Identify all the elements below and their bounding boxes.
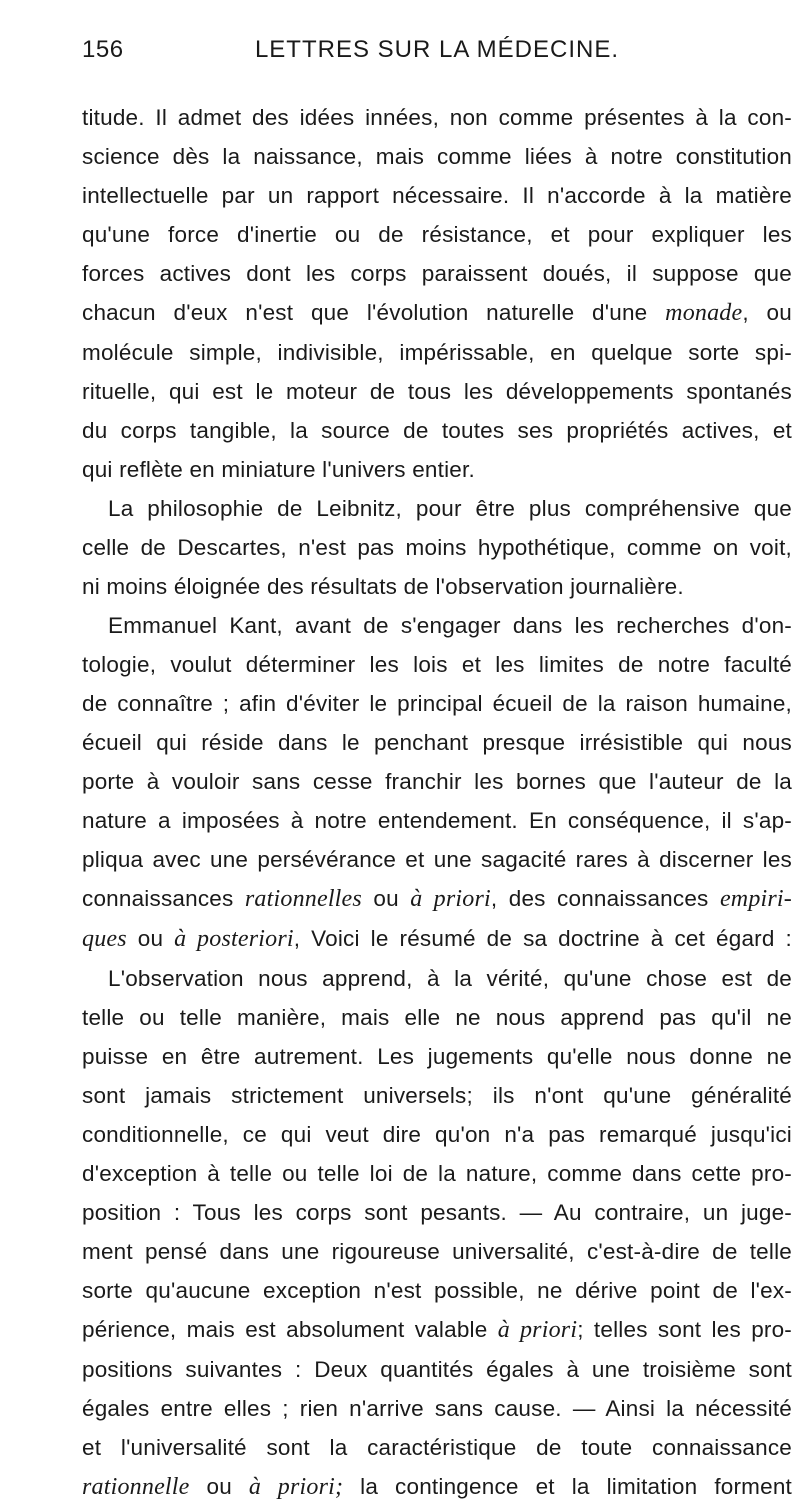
text-run: qui reflète en miniature l'univers entier. bbox=[82, 457, 475, 482]
text-line bbox=[82, 450, 792, 489]
text-run: égales entre elles ; rien n'arrive sans cause. — Ainsi la nécessité bbox=[82, 1396, 792, 1421]
text-line bbox=[82, 723, 792, 762]
text-run: porte à vouloir sans cesse franchir les bornes que l'auteur de la bbox=[82, 769, 792, 794]
text-line bbox=[82, 762, 792, 801]
text-line bbox=[82, 489, 792, 528]
text-line bbox=[82, 1310, 792, 1350]
text-line bbox=[82, 98, 792, 137]
text-line bbox=[82, 606, 792, 645]
text-line bbox=[82, 1350, 792, 1389]
text-run: sont jamais strictement universels; ils n'ont qu'une généralité bbox=[82, 1083, 792, 1108]
text-run: ; telles sont les pro- bbox=[577, 1317, 792, 1342]
text-run: intellectuelle par un rapport nécessaire. Il n'accorde à la matière bbox=[82, 183, 792, 208]
italic-text: à posteriori bbox=[174, 926, 294, 952]
text-line bbox=[82, 1076, 792, 1115]
text-line bbox=[82, 959, 792, 998]
text-line bbox=[82, 919, 792, 959]
text-line bbox=[82, 411, 792, 450]
body-text bbox=[82, 98, 792, 1507]
italic-text: à priori; bbox=[248, 1474, 344, 1500]
text-run: celle de Descartes, n'est pas moins hypothétique, comme on voit, bbox=[82, 535, 792, 560]
text-line bbox=[82, 372, 792, 411]
text-line bbox=[82, 1193, 792, 1232]
italic-text: rationnelles bbox=[244, 886, 362, 912]
text-run: rituelle, qui est le moteur de tous les développements spontanés bbox=[82, 379, 792, 404]
page-header bbox=[82, 36, 792, 76]
text-run: molécule simple, indivisible, impérissable, en quelque sorte spi- bbox=[82, 340, 792, 365]
text-line bbox=[82, 684, 792, 723]
text-run: , ou bbox=[742, 300, 792, 325]
text-run: , des connaissances bbox=[490, 886, 720, 911]
text-run: périence, mais est absolument valable bbox=[82, 1317, 498, 1342]
text-line bbox=[82, 1115, 792, 1154]
text-run: sorte qu'aucune exception n'est possible, ne dérive point de l'ex- bbox=[82, 1278, 792, 1303]
text-line bbox=[82, 801, 792, 840]
text-line bbox=[82, 528, 792, 567]
page-number: 156 bbox=[82, 36, 124, 63]
text-run: de connaître ; afin d'éviter le principal écueil de la raison humaine, bbox=[82, 691, 792, 716]
text-run: puisse en être autrement. Les jugements qu'elle nous donne ne bbox=[82, 1044, 792, 1069]
text-run: et l'universalité sont la caractéristique de toute connaissance bbox=[82, 1435, 792, 1460]
text-run: connaissances bbox=[82, 886, 245, 911]
text-line bbox=[82, 1428, 792, 1467]
text-line bbox=[82, 879, 792, 919]
text-run: conditionnelle, ce qui veut dire qu'on n'a pas remarqué jusqu'ici bbox=[82, 1122, 792, 1147]
text-run: tologie, voulut déterminer les lois et les limites de notre faculté bbox=[82, 652, 792, 677]
text-line bbox=[82, 1389, 792, 1428]
text-run: , Voici le résumé de sa doctrine à cet égard : bbox=[293, 926, 792, 951]
italic-text: empiri- bbox=[719, 886, 792, 912]
text-line bbox=[82, 1232, 792, 1271]
text-line bbox=[82, 840, 792, 879]
text-line bbox=[82, 1154, 792, 1193]
text-line bbox=[82, 1271, 792, 1310]
text-run: ou bbox=[361, 886, 411, 911]
text-run: la contingence et la limitation forment bbox=[343, 1474, 792, 1499]
text-run: nature a imposées à notre entendement. En conséquence, il s'ap- bbox=[82, 808, 792, 833]
text-run: forces actives dont les corps paraissent doués, il suppose que bbox=[82, 261, 792, 286]
running-title: LETTRES SUR LA MÉDECINE. bbox=[254, 36, 620, 63]
italic-text: ques bbox=[82, 926, 127, 952]
text-line bbox=[82, 645, 792, 684]
italic-text: rationnelle bbox=[82, 1474, 190, 1500]
text-run: qu'une force d'inertie ou de résistance, et pour expliquer les bbox=[82, 222, 792, 247]
text-run: ou bbox=[126, 926, 175, 951]
text-line bbox=[82, 1037, 792, 1076]
text-line bbox=[82, 998, 792, 1037]
text-run: La philosophie de Leibnitz, pour être plus compréhensive que bbox=[108, 496, 792, 521]
text-run: Emmanuel Kant, avant de s'engager dans les recherches d'on- bbox=[108, 613, 792, 638]
text-run: ment pensé dans une rigoureuse universalité, c'est-à-dire de telle bbox=[82, 1239, 792, 1264]
text-run: ni moins éloignée des résultats de l'observation journalière. bbox=[82, 574, 684, 599]
text-line bbox=[82, 137, 792, 176]
text-line bbox=[82, 567, 792, 606]
text-run: écueil qui réside dans le penchant presque irrésistible qui nous bbox=[82, 730, 792, 755]
text-line bbox=[82, 293, 792, 333]
text-line bbox=[82, 333, 792, 372]
text-run: du corps tangible, la source de toutes ses propriétés actives, et bbox=[82, 418, 792, 443]
text-line bbox=[82, 254, 792, 293]
text-run: science dès la naissance, mais comme liées à notre constitution bbox=[82, 144, 792, 169]
text-run: titude. Il admet des idées innées, non comme présentes à la con- bbox=[82, 105, 792, 130]
italic-text: monade bbox=[665, 300, 743, 326]
text-line bbox=[82, 215, 792, 254]
text-run: L'observation nous apprend, à la vérité, qu'une chose est de bbox=[108, 966, 792, 991]
italic-text: à priori bbox=[497, 1317, 578, 1343]
text-run: ou bbox=[189, 1474, 249, 1499]
text-run: chacun d'eux n'est que l'évolution naturelle d'une bbox=[82, 300, 666, 325]
text-run: telle ou telle manière, mais elle ne nous apprend pas qu'il ne bbox=[82, 1005, 792, 1030]
text-run: position : Tous les corps sont pesants. — Au contraire, un juge- bbox=[82, 1200, 792, 1225]
text-run: d'exception à telle ou telle loi de la nature, comme dans cette pro- bbox=[82, 1161, 792, 1186]
text-run: positions suivantes : Deux quantités égales à une troisième sont bbox=[82, 1357, 792, 1382]
text-line bbox=[82, 1467, 792, 1507]
text-line bbox=[82, 176, 792, 215]
text-run: pliqua avec une persévérance et une sagacité rares à discerner les bbox=[82, 847, 792, 872]
italic-text: à priori bbox=[410, 886, 491, 912]
